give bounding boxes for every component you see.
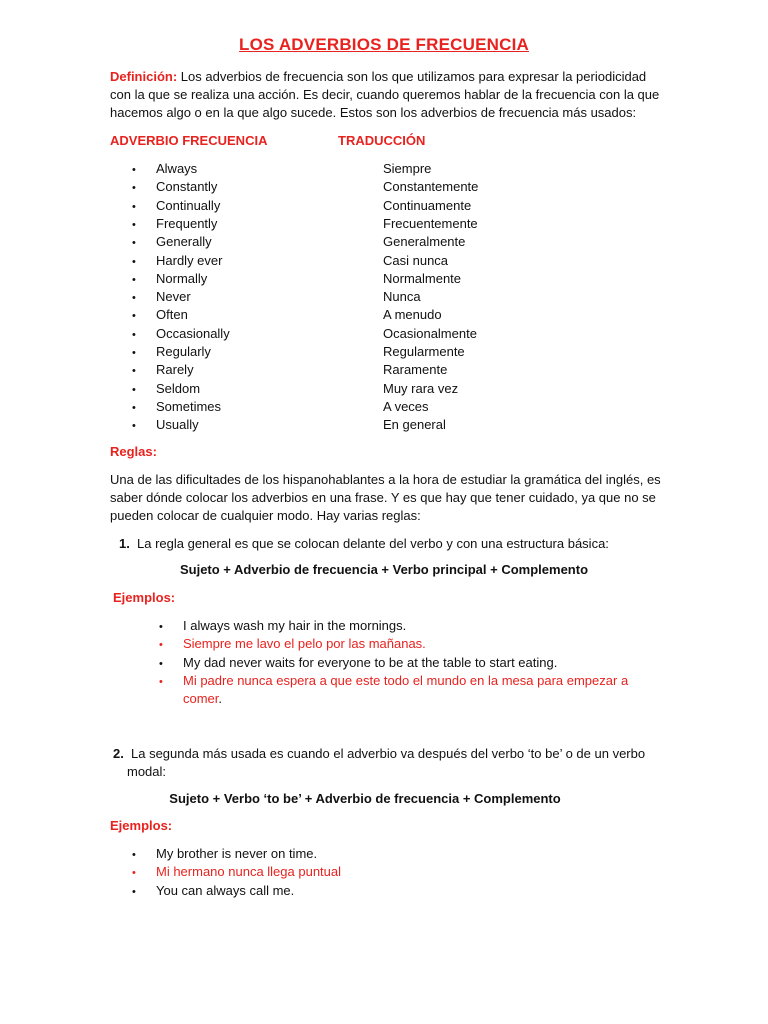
- adverb-translation: Frecuentemente: [383, 215, 478, 231]
- adverb-english: Always: [156, 161, 198, 176]
- definition-line-2: con la que se realiza una acción. Es decir, cuando queremos hablar de la frecuencia con la que: [110, 87, 660, 103]
- adverb-translation: Regularmente: [383, 344, 465, 359]
- bullet-icon: •: [132, 255, 136, 268]
- rule-2-number: 2.: [113, 746, 124, 761]
- rules-intro-line-2: saber dónde colocar los adverbios en una frase. Y es que hay que tener cuidado, ya que no se: [110, 490, 656, 506]
- bullet-icon: •: [132, 164, 136, 176]
- rules-heading: Reglas:: [110, 444, 157, 459]
- adverb-translation: En general: [383, 417, 446, 433]
- rules-intro-line-3: pueden colocar de cualquier modo. Hay varias reglas:: [110, 508, 421, 524]
- rules-intro-line-1: Una de las dificultades de los hispanohablantes a la hora de estudiar la gramática del inglés, es: [110, 472, 661, 487]
- example-sentence: Mi hermano nunca llega puntual: [156, 864, 342, 880]
- adverb-translation: A menudo: [383, 307, 442, 323]
- adverb-english: Generally: [156, 234, 212, 250]
- bullet-icon: •: [132, 273, 136, 286]
- bullet-icon: •: [132, 347, 136, 359]
- bullet-icon: •: [132, 237, 136, 250]
- rule-2-examples-heading: Ejemplos:: [110, 818, 173, 833]
- definition-line-3: hacemos algo o en la que algo sucede. Estos son los adverbios de frecuencia más usados:: [110, 105, 637, 121]
- rule-1-formula: Sujeto + Adverbio de frecuencia + Verbo principal + Complemento: [179, 562, 589, 577]
- adverb-english: Rarely: [156, 362, 194, 378]
- rule-2-formula: Sujeto + Verbo ‘to be’ + Adverbio de frecuencia + Complemento: [169, 791, 561, 806]
- adverb-translation: Raramente: [383, 362, 448, 378]
- bullet-icon: •: [132, 328, 136, 341]
- adverb-translation: A veces: [383, 398, 429, 414]
- column-header-adverb: ADVERBIO FRECUENCIA: [110, 133, 268, 148]
- adverb-translation: Muy rara vez: [383, 380, 459, 396]
- definition-line-1: Los adverbios de frecuencia son los que utilizamos para expresar la periodicidad: [177, 69, 647, 84]
- bullet-icon: •: [132, 310, 136, 323]
- bullet-icon: •: [132, 885, 136, 898]
- example-sentence: You can always call me.: [156, 882, 295, 898]
- adverb-translation: Ocasionalmente: [383, 325, 477, 341]
- example-4-cont-text: comer: [183, 691, 219, 706]
- example-sentence: Mi padre nunca espera a que este todo el mundo en la mesa para empezar a: [183, 672, 629, 688]
- bullet-icon: •: [132, 383, 136, 396]
- bullet-icon: •: [132, 420, 136, 433]
- rule-2-text-line-2: modal:: [127, 764, 167, 779]
- bullet-icon: •: [132, 867, 136, 880]
- adverb-english: Seldom: [156, 380, 201, 396]
- adverb-translation: Casi nunca: [383, 252, 449, 268]
- adverb-english: Usually: [156, 417, 199, 433]
- adverb-english: Regularly: [156, 344, 211, 359]
- bullet-icon: •: [132, 182, 136, 195]
- adverb-english: Never: [156, 289, 191, 305]
- example-sentence: I always wash my hair in the mornings.: [183, 618, 407, 633]
- adverb-translation: Continuamente: [383, 197, 472, 213]
- bullet-icon: •: [132, 365, 136, 378]
- bullet-icon: •: [159, 675, 163, 688]
- example-sentence: My dad never waits for everyone to be at the table to start eating.: [183, 654, 558, 670]
- adverb-english: Normally: [156, 270, 208, 286]
- adverb-english: Often: [156, 307, 188, 323]
- adverb-translation: Generalmente: [383, 234, 466, 250]
- bullet-icon: •: [132, 292, 136, 305]
- adverb-english: Occasionally: [156, 325, 230, 341]
- rule-2-text-line-1: La segunda más usada es cuando el adverbio va después del verbo ‘to be’ o de un verbo: [131, 746, 646, 761]
- adverb-english: Hardly ever: [156, 252, 223, 268]
- adverb-translation: Normalmente: [383, 270, 462, 286]
- adverb-translation: Siempre: [383, 161, 432, 176]
- adverb-english: Continually: [156, 197, 221, 213]
- bullet-icon: •: [159, 657, 163, 670]
- rules-intro: [110, 471, 670, 526]
- definition-label: Definición:: [110, 69, 178, 84]
- rule-1-text: La regla general es que se colocan delante del verbo y con una estructura básica:: [137, 536, 609, 551]
- bullet-icon: •: [159, 639, 163, 652]
- bullet-icon: •: [159, 621, 163, 633]
- column-header-translation: TRADUCCIÓN: [338, 133, 426, 148]
- adverb-english: Sometimes: [156, 398, 222, 414]
- example-sentence: My brother is never on time.: [156, 846, 318, 861]
- rule-1-number: 1.: [119, 536, 130, 551]
- bullet-icon: •: [132, 849, 136, 861]
- bullet-icon: •: [132, 401, 136, 414]
- example-sentence: Siempre me lavo el pelo por las mañanas.: [183, 636, 426, 652]
- example-4-end: .: [218, 691, 223, 706]
- rule-1-example-4-continuation: [183, 690, 222, 708]
- bullet-icon: •: [132, 218, 136, 231]
- adverb-english: Constantly: [156, 179, 218, 195]
- rule-1-examples-heading: Ejemplos:: [113, 590, 176, 605]
- page-title: LOS ADVERBIOS DE FRECUENCIA: [238, 35, 530, 54]
- definition-paragraph: [110, 68, 670, 123]
- adverb-translation: Nunca: [383, 289, 421, 305]
- adverb-english: Frequently: [156, 215, 218, 231]
- adverb-translation: Constantemente: [383, 179, 479, 195]
- bullet-icon: •: [132, 200, 136, 213]
